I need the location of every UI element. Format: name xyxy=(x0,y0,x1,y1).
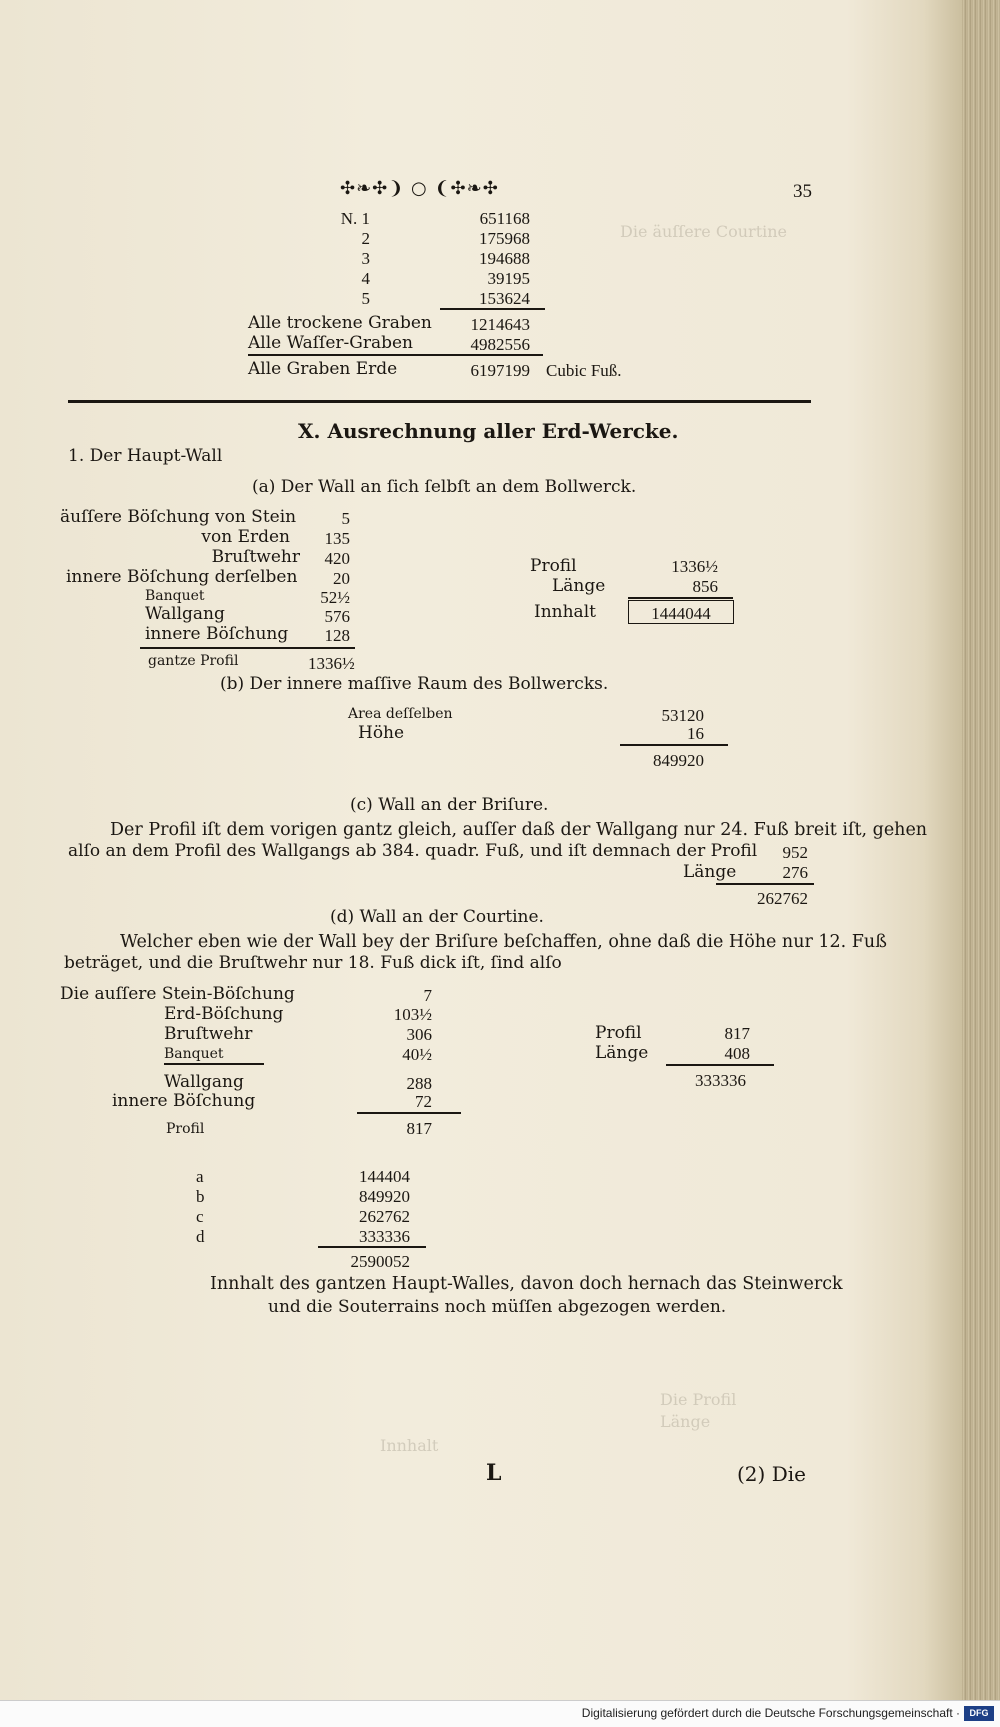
part-a-profil-value: 1336½ xyxy=(671,557,718,576)
part-a-row-label: Bruſtwehr xyxy=(211,547,300,567)
sum-rule xyxy=(318,1246,426,1248)
part-b-area-label: Area deſſelben xyxy=(348,706,453,722)
part-d-row-value: 7 xyxy=(423,986,432,1005)
part-d-profil-label: Profil xyxy=(595,1023,642,1043)
part-d-laenge-value: 408 xyxy=(724,1044,750,1063)
summary-value: 333336 xyxy=(359,1227,410,1246)
summary-label: d xyxy=(196,1227,205,1246)
part-a-row-label: von Erden xyxy=(201,527,290,547)
part-a-laenge-value: 856 xyxy=(692,577,718,596)
trocken-value: 1214643 xyxy=(470,315,530,334)
part-c-laenge-label: Länge xyxy=(683,862,737,882)
erde-unit: Cubic Fuß. xyxy=(546,361,622,380)
part-d-heading: (d) Wall an der Courtine. xyxy=(330,907,544,927)
part-d-row-label: Die auſſere Stein-Böſchung xyxy=(60,984,295,1004)
summary-label: a xyxy=(196,1167,204,1186)
sum-rule xyxy=(164,1063,264,1065)
graben-row-value: 651168 xyxy=(479,209,530,228)
part-a-innhalt-value: 1444044 xyxy=(651,604,711,623)
graben-row-label: 3 xyxy=(361,249,370,268)
wasser-label: Alle Waſſer-Graben xyxy=(248,333,413,353)
summary-total: 2590052 xyxy=(350,1252,410,1271)
part-a-row-value: 135 xyxy=(324,529,350,548)
section-subtitle: 1. Der Haupt-Wall xyxy=(68,446,223,466)
wasser-value: 4982556 xyxy=(470,335,530,354)
part-a-row-label: äuſſere Böſchung von Stein xyxy=(60,507,297,527)
part-a-heading: (a) Der Wall an ſich ſelbſt an dem Bollwerck. xyxy=(252,477,637,497)
part-c-heading: (c) Wall an der Briſure. xyxy=(350,795,549,815)
part-d-total-value: 817 xyxy=(406,1119,432,1138)
banner-text: Digitalisierung gefördert durch die Deutsche Forschungsgemeinschaft · xyxy=(581,1706,960,1720)
part-d-text: beträget, und die Bruſtwehr nur 18. Fuß dick iſt, ſind alſo xyxy=(64,953,562,973)
part-d-row-value: 40½ xyxy=(402,1045,432,1064)
page-number: 35 xyxy=(793,181,812,202)
graben-row-value: 194688 xyxy=(479,249,530,268)
part-a-row-label: Wallgang xyxy=(145,604,225,624)
summary-label: b xyxy=(196,1187,205,1206)
sum-rule xyxy=(716,883,814,885)
bleed-through-text: Länge xyxy=(660,1412,711,1431)
sum-rule xyxy=(628,597,733,599)
part-d-row-label: Bruſtwehr xyxy=(164,1024,253,1044)
part-a-row-value: 128 xyxy=(324,626,350,645)
part-a-row-value: 576 xyxy=(324,607,350,626)
summary-value: 144404 xyxy=(359,1167,410,1186)
part-d-text: Welcher eben wie der Wall bey der Briſure beſchaffen, ohne daß die Höhe nur 12. Fuß xyxy=(120,932,887,952)
part-c-text: alſo an dem Profil des Wallgangs ab 384. quadr. Fuß, und iſt demnach der Profil xyxy=(68,841,758,861)
part-a-innhalt-label: Innhalt xyxy=(534,602,596,622)
erde-label: Alle Graben Erde xyxy=(248,359,398,379)
header-ornament: ✣❧✣❩ ○ ❨✣❧✣ xyxy=(340,178,499,199)
part-c-profil-value: 952 xyxy=(782,843,808,862)
graben-row-label: N. 1 xyxy=(340,209,370,228)
part-a-row-value: 52½ xyxy=(320,588,350,607)
part-a-total-value: 1336½ xyxy=(308,654,355,673)
part-b-heading: (b) Der innere maſſive Raum des Bollwercks. xyxy=(220,674,609,694)
summary-text: Innhalt des gantzen Haupt-Walles, davon doch hernach das Steinwerck xyxy=(210,1274,843,1294)
part-c-laenge-value: 276 xyxy=(782,863,808,882)
sum-rule xyxy=(666,1064,774,1066)
graben-row-label: 5 xyxy=(361,289,370,308)
digitization-banner xyxy=(0,1700,1000,1727)
part-c-text: Der Profil iſt dem vorigen gantz gleich, auſſer daß der Wallgang nur 24. Fuß breit iſt, gehen xyxy=(110,820,928,840)
bleed-through-text: Die Profil xyxy=(660,1390,737,1409)
part-d-row-label: Wallgang xyxy=(164,1072,244,1092)
summary-text: und die Souterrains noch müſſen abgezogen werden. xyxy=(268,1297,727,1317)
graben-row-value: 175968 xyxy=(479,229,530,248)
sum-rule xyxy=(620,744,728,746)
dfg-logo-icon: DFG xyxy=(964,1706,994,1721)
graben-row-value: 39195 xyxy=(487,269,530,288)
part-d-row-value: 103½ xyxy=(393,1005,432,1024)
part-a-profil-label: Profil xyxy=(530,556,577,576)
part-b-hoehe-label: Höhe xyxy=(358,723,405,743)
sum-rule xyxy=(440,308,545,310)
part-a-row-value: 5 xyxy=(341,509,350,528)
part-c-result: 262762 xyxy=(757,889,808,908)
part-d-result: 333336 xyxy=(695,1071,746,1090)
part-a-row-label: innere Böſchung derſelben xyxy=(66,567,298,587)
part-b-area-value: 53120 xyxy=(661,706,704,725)
part-d-row-label: innere Böſchung xyxy=(112,1091,256,1111)
part-d-row-value: 288 xyxy=(406,1074,432,1093)
part-d-row-label: Banquet xyxy=(164,1046,224,1062)
part-d-row-value: 72 xyxy=(415,1092,432,1111)
part-b-hoehe-value: 16 xyxy=(687,724,704,743)
graben-row-label: 4 xyxy=(361,269,370,288)
summary-label: c xyxy=(196,1207,204,1226)
part-a-laenge-label: Länge xyxy=(552,576,606,596)
trocken-label: Alle trockene Graben xyxy=(248,313,432,333)
part-d-row-label: Erd-Böſchung xyxy=(164,1004,284,1024)
sum-rule xyxy=(357,1112,461,1114)
bleed-through-text: Innhalt xyxy=(380,1436,439,1455)
erde-value: 6197199 xyxy=(470,361,530,380)
graben-row-value: 153624 xyxy=(479,289,530,308)
section-divider xyxy=(68,400,811,403)
part-d-profil-value: 817 xyxy=(724,1024,750,1043)
part-a-row-label: innere Böſchung xyxy=(145,624,289,644)
sum-rule xyxy=(140,647,355,649)
sum-rule xyxy=(248,354,543,356)
part-a-row-value: 20 xyxy=(333,569,350,588)
part-d-row-value: 306 xyxy=(406,1025,432,1044)
part-a-total-label: gantze Profil xyxy=(148,653,239,669)
summary-value: 262762 xyxy=(359,1207,410,1226)
part-b-result: 849920 xyxy=(653,751,704,770)
part-a-row-label: Banquet xyxy=(145,588,205,604)
page-edge xyxy=(962,0,1000,1700)
summary-value: 849920 xyxy=(359,1187,410,1206)
signature-mark: L xyxy=(486,1460,502,1486)
catchword: (2) Die xyxy=(737,1462,806,1486)
part-d-total-label: Profil xyxy=(166,1121,205,1137)
part-d-laenge-label: Länge xyxy=(595,1043,649,1063)
graben-row-label: 2 xyxy=(361,229,370,248)
section-title: X. Ausrechnung aller Erd-Wercke. xyxy=(298,419,679,443)
bleed-through-text: Die äuſſere Courtine xyxy=(620,222,788,241)
part-a-row-value: 420 xyxy=(324,549,350,568)
